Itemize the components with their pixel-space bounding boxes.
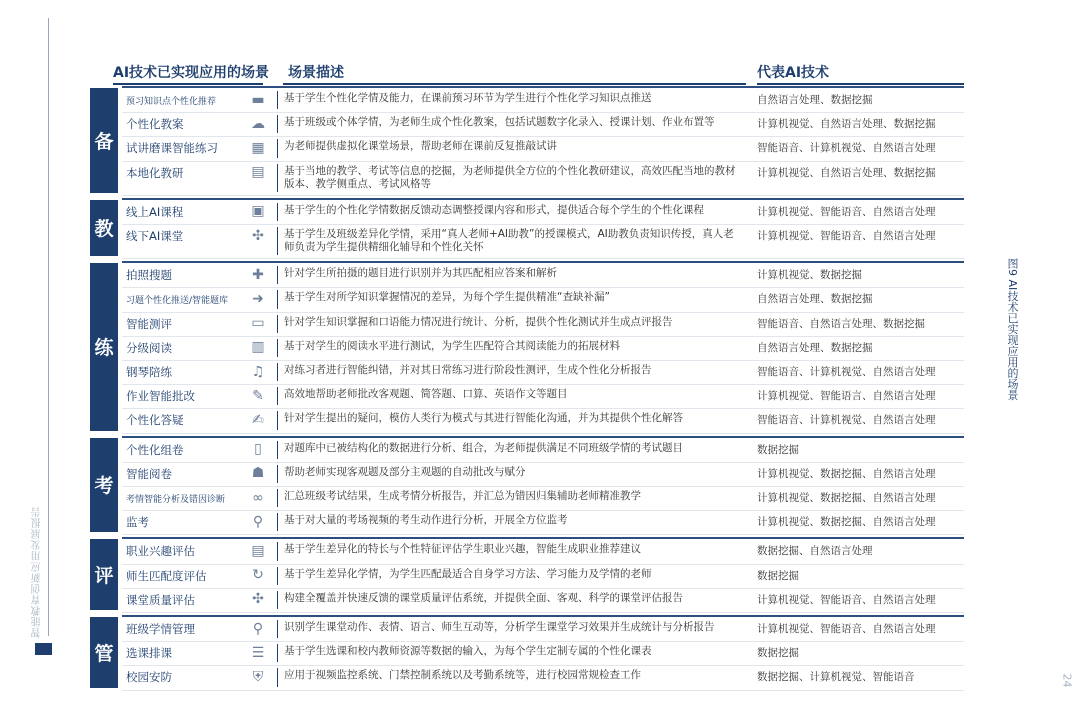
left-margin-rule — [48, 18, 49, 636]
scenario-description: 为老师提供虚拟化课堂场景，帮助老师在课前反复推敲试讲 — [284, 140, 557, 153]
scenario-name: 预习知识点个性化推荐 — [126, 97, 217, 107]
scenario-name: 试讲磨课智能练习 — [126, 141, 218, 156]
network-icon: ✣ — [252, 591, 264, 608]
representative-tech: 数据挖掘 — [757, 647, 799, 660]
scenario-description: 基于班级或个体学情，为老师生成个性化教案，包括试题数字化录入、授课计划、作业布置等 — [284, 116, 715, 129]
side-marker-block — [35, 643, 52, 655]
table-row — [122, 384, 964, 409]
header-description: 场景描述 — [288, 65, 344, 81]
scenario-description: 基于学生及班级差异化学情，采用“真人老师+AI助教”的授课模式，AI助教负责知识传授，真人老师负责为学生提供精细化辅导和个性化关怀 — [284, 228, 734, 253]
scenario-name: 智能测评 — [126, 316, 172, 331]
scenario-description: 基于当地的教学、考试等信息的挖掘，为老师提供全方位的个性化教研建议，高效匹配当地的教材版本、教学侧重点、考试风格等 — [284, 164, 736, 190]
table-row — [122, 408, 964, 433]
screen-icon: ▣ — [251, 203, 265, 220]
puzzle-icon: ✚ — [252, 266, 264, 283]
books-icon: ▥ — [251, 339, 265, 356]
files-icon: ▯ — [254, 441, 262, 458]
scenario-name: 监考 — [126, 515, 149, 530]
table-row — [122, 617, 964, 642]
list-doc-icon: ☰ — [251, 644, 265, 661]
column-separator — [277, 164, 278, 192]
scenario-description: 针对学生提出的疑问，模仿人类行为模式与其进行智能化沟通，并为其提供个性化解答 — [284, 412, 683, 425]
column-separator — [277, 91, 278, 109]
edit-icon: ✎ — [252, 387, 264, 404]
column-separator — [277, 465, 278, 483]
column-separator — [277, 227, 278, 255]
scenario-description: 基于学生对所学知识掌握情况的差异，为每个学生提供精准“查缺补漏” — [284, 291, 610, 304]
column-separator — [277, 542, 278, 560]
network-icon: ✣ — [252, 227, 264, 244]
table-row — [122, 200, 964, 225]
scenario-name: 选课排课 — [126, 646, 172, 661]
representative-tech: 数据挖掘 — [757, 569, 799, 582]
representative-tech: 智能语音、计算机视觉、自然语言处理 — [757, 414, 936, 427]
teacher-icon: ☗ — [251, 465, 265, 482]
cycle-icon: ↻ — [252, 567, 264, 584]
column-separator — [277, 513, 278, 531]
representative-tech: 自然语言处理、数据挖掘 — [757, 94, 873, 106]
representative-tech: 计算机视觉、数据挖掘、自然语言处理 — [757, 516, 936, 529]
edit-doc-icon: ✍ — [252, 411, 264, 428]
representative-tech: 数据挖掘、自然语言处理 — [757, 545, 873, 558]
representative-tech: 智能语音、计算机视觉、自然语言处理 — [757, 142, 936, 155]
scenario-name: 分级阅读 — [126, 340, 172, 355]
representative-tech: 计算机视觉、数据挖掘、自然语言处理 — [757, 467, 936, 480]
column-separator — [277, 411, 278, 429]
representative-tech: 计算机视觉、数据挖掘、自然语言处理 — [757, 492, 936, 504]
table-row — [122, 438, 964, 463]
column-separator — [277, 668, 278, 686]
scenario-description: 针对学生所拍摄的题目进行识别并为其匹配相应答案和解析 — [284, 267, 557, 280]
header-scenario: AI技术已实现应用的场景 — [113, 65, 270, 81]
representative-tech: 计算机视觉、智能语音、自然语言处理 — [757, 205, 936, 218]
column-separator — [277, 644, 278, 662]
category-badge: 管 — [90, 617, 118, 688]
column-separator — [277, 139, 278, 157]
representative-tech: 自然语言处理、数据挖掘 — [757, 341, 873, 354]
scenario-name: 作业智能批改 — [126, 389, 195, 404]
category-badge: 评 — [90, 539, 118, 610]
table-row — [122, 539, 964, 564]
table-row — [122, 224, 964, 259]
representative-tech: 智能语音、计算机视觉、自然语言处理 — [757, 366, 936, 378]
scenario-description: 应用于视频监控系统、门禁控制系统以及考勤系统等，进行校园常规检查工作 — [284, 669, 641, 682]
scenario-name: 个性化组卷 — [126, 442, 184, 457]
representative-tech: 计算机视觉、自然语言处理、数据挖掘 — [757, 166, 936, 179]
representative-tech: 自然语言处理、数据挖掘 — [757, 293, 873, 306]
representative-tech: 计算机视觉、智能语音、自然语言处理 — [757, 230, 936, 242]
scenario-description: 基于学生个性化学情及能力，在课前预习环节为学生进行个性化学习知识点推送 — [284, 92, 652, 104]
representative-tech: 计算机视觉、自然语言处理、数据挖掘 — [757, 118, 936, 131]
calendar-icon: ▦ — [251, 139, 265, 156]
binoculars-icon: ∞ — [252, 489, 264, 506]
scenario-description: 基于学生差异化学情，为学生匹配最适合自身学习方法、学习能力及学情的老师 — [284, 567, 652, 580]
category-badge: 备 — [90, 88, 118, 193]
scenario-description: 基于对学生的阅读水平进行测试，为学生匹配符合其阅读能力的拓展材料 — [284, 339, 620, 352]
table-row — [122, 136, 964, 161]
document-icon: ▭ — [251, 315, 265, 332]
column-separator — [277, 290, 278, 308]
header-underline-scenario — [113, 83, 263, 85]
table-row — [122, 263, 964, 288]
column-separator — [277, 441, 278, 459]
representative-tech: 计算机视觉、智能语音、自然语言处理 — [757, 623, 936, 635]
scenario-description: 基于学生选课和校内教师资源等数据的输入，为每个学生定制专属的个性化课表 — [284, 645, 652, 658]
column-separator — [277, 203, 278, 221]
representative-tech: 数据挖掘、计算机视觉、智能语音 — [757, 671, 915, 684]
scenario-name: 考情智能分析及错因诊断 — [126, 495, 226, 505]
scenario-name: 个性化教案 — [126, 117, 184, 132]
analytics-icon: ▤ — [251, 164, 265, 181]
scenario-description: 高效地帮助老师批改客观题、简答题、口算、英语作文等题目 — [284, 388, 568, 401]
table-row — [122, 161, 964, 196]
column-separator — [277, 620, 278, 638]
column-separator — [277, 266, 278, 284]
representative-tech: 数据挖掘 — [757, 443, 799, 456]
scenario-description: 基于学生的个性化学情数据反馈动态调整授课内容和形式，提供适合每个学生的个性化课程 — [284, 203, 704, 216]
music-icon: ♫ — [251, 363, 265, 380]
representative-tech: 计算机视觉、数据挖掘 — [757, 269, 862, 282]
figure-caption: 图9 AI技术已实现应用的场景 — [1006, 258, 1019, 401]
scenario-name: 校园安防 — [126, 670, 172, 685]
scenario-description: 针对学生知识掌握和口语能力情况进行统计、分析，提供个性化测试并生成点评报告 — [284, 315, 673, 328]
clipboard-icon: ▤ — [251, 542, 265, 559]
scenario-name: 本地化教研 — [126, 165, 184, 180]
table-row — [122, 88, 964, 113]
header-tech: 代表AI技术 — [757, 65, 830, 81]
table-row — [122, 462, 964, 487]
scenario-description: 基于对大量的考场视频的考生动作进行分析，开展全方位监考 — [284, 514, 568, 527]
scenario-name: 师生匹配度评估 — [126, 568, 207, 583]
scenario-name: 班级学情管理 — [126, 622, 195, 636]
column-separator — [277, 387, 278, 405]
table-row — [122, 312, 964, 337]
search-person-icon: ⚲ — [252, 513, 264, 530]
report-side-title: 智能教育创新应用发展报告 — [32, 506, 43, 638]
table-row — [122, 588, 964, 613]
printer-icon: ▬ — [251, 91, 265, 108]
table-row — [122, 665, 964, 690]
column-separator — [277, 115, 278, 133]
category-badge: 练 — [90, 263, 118, 430]
table-row — [122, 564, 964, 589]
scenario-description: 对练习者进行智能纠错，并对其日常练习进行阶段性测评，生成个性化分析报告 — [284, 364, 652, 376]
scenario-description: 基于学生差异化的特长与个性特征评估学生职业兴趣，智能生成职业推荐建议 — [284, 543, 641, 556]
column-separator — [277, 315, 278, 333]
table-row — [122, 112, 964, 137]
magnifier-icon: ⚲ — [252, 620, 264, 637]
representative-tech: 智能语音、自然语言处理、数据挖掘 — [757, 317, 925, 330]
page-number: 24 — [1060, 673, 1074, 688]
table-row — [122, 360, 964, 385]
column-separator — [277, 339, 278, 357]
scenario-name: 线上AI课程 — [126, 204, 184, 219]
header-underline-tech — [757, 83, 964, 85]
scenario-description: 识别学生课堂动作、表情、语言、师生互动等，分析学生课堂学习效果并生成统计与分析报告 — [284, 621, 715, 633]
table-row — [122, 486, 964, 511]
column-separator — [277, 591, 278, 609]
arrow-right-icon: ➜ — [252, 290, 264, 307]
scenario-name: 拍照搜题 — [126, 268, 172, 283]
scenario-name: 钢琴陪练 — [126, 365, 172, 379]
table-row — [122, 510, 964, 535]
scenario-description: 构建全覆盖并快速反馈的课堂质量评估系统，并提供全面、客观、科学的课堂评估报告 — [284, 591, 683, 604]
scenario-name: 课堂质量评估 — [126, 592, 195, 607]
scenario-description: 对题库中已被结构化的数据进行分析、组合，为老师提供满足不同班级学情的考试题目 — [284, 441, 683, 454]
representative-tech: 计算机视觉、智能语言、自然语言处理 — [757, 390, 936, 403]
scenario-description: 汇总班级考试结果，生成考情分析报告，并汇总为错因归集辅助老师精准教学 — [284, 490, 641, 502]
column-separator — [277, 567, 278, 585]
table-row — [122, 287, 964, 312]
chat-icon: ☁ — [251, 115, 265, 132]
column-separator — [277, 489, 278, 507]
category-badge: 考 — [90, 438, 118, 533]
scenario-name: 职业兴趣评估 — [126, 544, 195, 559]
scenario-name: 智能阅卷 — [126, 466, 172, 481]
scenario-name: 习题个性化推送/智能题库 — [126, 296, 229, 307]
category-badge: 教 — [90, 200, 118, 256]
table-row — [122, 641, 964, 666]
scenario-description: 帮助老师实现客观题及部分主观题的自动批改与赋分 — [284, 465, 526, 478]
scenario-name: 线下AI课堂 — [126, 229, 184, 243]
header-underline-description — [283, 83, 746, 85]
column-separator — [277, 363, 278, 381]
representative-tech: 计算机视觉、智能语音、自然语言处理 — [757, 593, 936, 606]
scenario-name: 个性化答疑 — [126, 413, 184, 428]
table-row — [122, 336, 964, 361]
shield-icon: ⛨ — [252, 668, 264, 685]
